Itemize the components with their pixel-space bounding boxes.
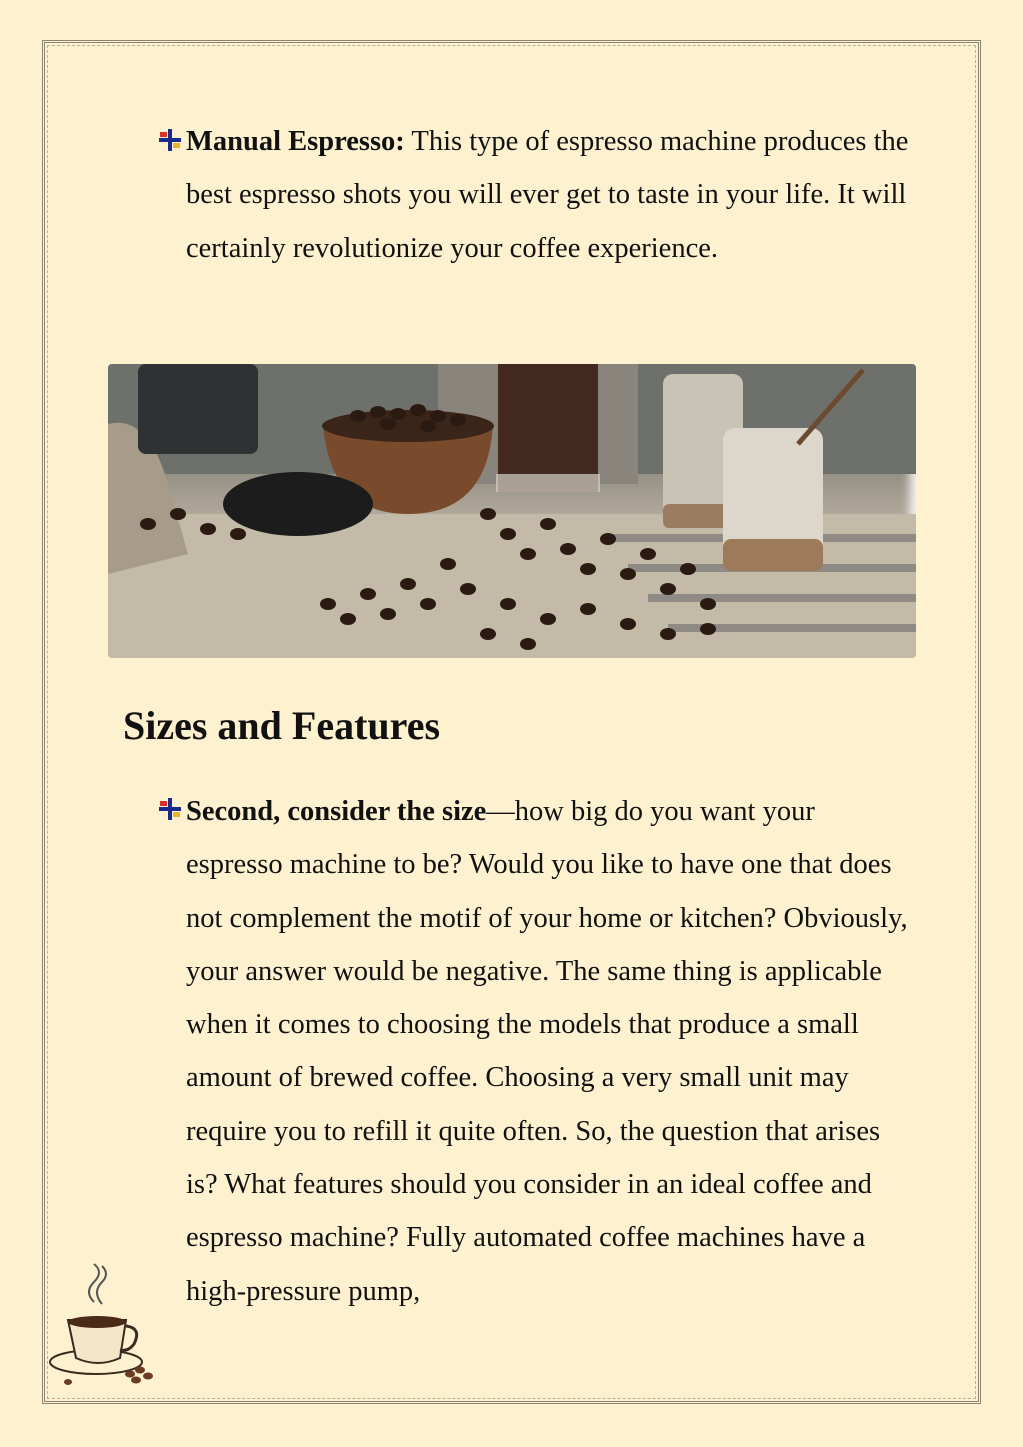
coffee-beans-photo — [108, 364, 916, 658]
manual-espresso-text: This type of espresso machine produces the best espresso shots you will ever get to taste in your life. It will certainly revolutionize your coffee experience. — [186, 126, 909, 264]
size-text: —how big do you want your espresso machine to be? Would you like to have one that does not complement the motif of your home or kitchen? Obviously, your answer would be negative. The same thing is applicable when it comes to choosing the models that produce a small amount of brewed coffee. Choosing a very small unit may require you to refill it quite often. So, the question that arises is? What features should you consider in an ideal coffee and espresso machine? Fully automated coffee machines have a high-pressure pump, — [186, 796, 908, 1307]
size-label: Second, consider the size — [186, 796, 487, 827]
arrow-cross-bullet-icon — [157, 796, 183, 822]
manual-espresso-label: Manual Espresso: — [186, 126, 405, 157]
coffee-cup-logo-icon — [46, 1262, 158, 1392]
section-heading: Sizes and Features — [123, 703, 441, 748]
size-paragraph — [186, 785, 916, 1318]
arrow-cross-bullet-icon — [157, 127, 183, 153]
manual-espresso-paragraph — [186, 115, 916, 275]
